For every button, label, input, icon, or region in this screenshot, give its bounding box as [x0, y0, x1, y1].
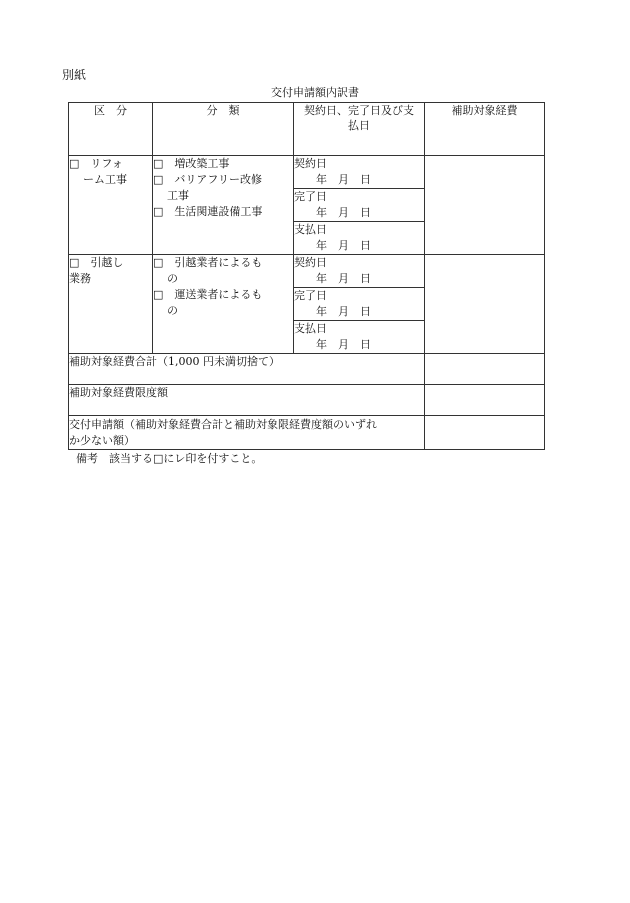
category-cell-reform: [69, 156, 153, 255]
date-cell-payment: [294, 321, 425, 354]
header-classification: 分 類: [153, 103, 294, 156]
header-dates: [294, 103, 425, 156]
classification-cell-reform: [153, 156, 294, 255]
date-cell-contract: [294, 156, 425, 189]
date-cell-completion: [294, 288, 425, 321]
summary-value-application[interactable]: [425, 416, 545, 450]
date-ymd[interactable]: 年 月 日: [316, 206, 371, 219]
breakdown-table: [68, 102, 545, 450]
summary-row-limit: [69, 385, 545, 416]
summary-label-line1: 交付申請額（補助対象経費合計と補助対象限経費度額のいずれ: [69, 418, 377, 431]
summary-row-total: [69, 354, 545, 385]
date-ymd[interactable]: 年 月 日: [316, 272, 371, 285]
reform-label-cont: ーム工事: [83, 173, 127, 186]
option-moving-company[interactable]: □ 引越業者によるも: [153, 256, 263, 269]
remarks-note: 備考 該当する□にレ印を付すこと。: [76, 452, 263, 465]
attachment-label: 別紙: [62, 68, 87, 82]
summary-value-limit[interactable]: [425, 385, 545, 416]
classification-cell-moving: [153, 255, 294, 354]
option-living-equipment[interactable]: □ 生活関連設備工事: [153, 205, 263, 218]
date-label: 完了日: [294, 190, 327, 203]
date-cell-contract: [294, 255, 425, 288]
header-category: 区 分: [69, 103, 153, 156]
option-moving-company-cont: の: [167, 272, 178, 285]
date-ymd[interactable]: 年 月 日: [316, 239, 371, 252]
option-extension-work[interactable]: □ 増改築工事: [153, 157, 230, 170]
date-cell-completion: [294, 189, 425, 222]
summary-label-line2: か少ない額）: [69, 434, 135, 447]
summary-value-total[interactable]: [425, 354, 545, 385]
document-title: 交付申請額内訳書: [271, 86, 359, 99]
option-transport-company[interactable]: □ 運送業者によるも: [153, 288, 263, 301]
date-ymd[interactable]: 年 月 日: [316, 173, 371, 186]
table-row: [69, 255, 545, 288]
date-cell-payment: [294, 222, 425, 255]
eligible-expense-cell-reform[interactable]: [425, 156, 545, 255]
date-label: 契約日: [294, 157, 327, 170]
moving-label-cont: 業務: [69, 272, 91, 285]
option-barrier-free-cont: 工事: [167, 189, 189, 202]
option-transport-company-cont: の: [167, 304, 178, 317]
eligible-expense-cell-moving[interactable]: [425, 255, 545, 354]
header-dates-text: 契約日、完了日及び支払日: [304, 104, 414, 132]
summary-label: 補助対象経費合計（1,000 円未満切捨て）: [69, 354, 425, 385]
table-header-row: [69, 103, 545, 156]
header-eligible-expense: 補助対象経費: [425, 103, 545, 156]
date-ymd[interactable]: 年 月 日: [316, 338, 371, 351]
summary-label: [69, 416, 425, 450]
date-label: 支払日: [294, 322, 327, 335]
summary-row-application: [69, 416, 545, 450]
reform-checkbox-label[interactable]: □ リフォ: [69, 157, 123, 170]
option-barrier-free[interactable]: □ バリアフリー改修: [153, 173, 262, 186]
table-row: [69, 156, 545, 189]
category-cell-moving: [69, 255, 153, 354]
summary-label: 補助対象経費限度額: [69, 385, 425, 416]
moving-checkbox-label[interactable]: □ 引越し: [69, 256, 124, 269]
date-label: 支払日: [294, 223, 327, 236]
date-label: 完了日: [294, 289, 327, 302]
date-label: 契約日: [294, 256, 327, 269]
date-ymd[interactable]: 年 月 日: [316, 305, 371, 318]
